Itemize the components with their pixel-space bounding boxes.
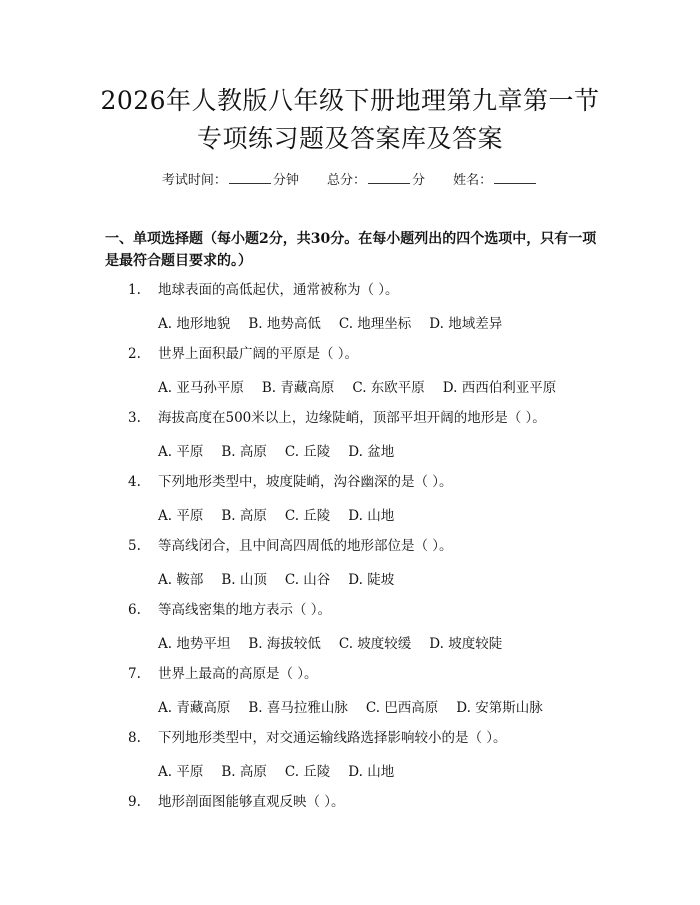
name-blank bbox=[494, 170, 536, 184]
answer-option: C. 丘陵 bbox=[284, 764, 331, 780]
answer-option: D. 山地 bbox=[348, 764, 395, 780]
answer-option: A. 亚马孙平原 bbox=[158, 380, 244, 396]
answer-option: C. 丘陵 bbox=[284, 508, 331, 524]
question-stem bbox=[128, 408, 628, 428]
answer-option: D. 陡坡 bbox=[348, 572, 395, 588]
question-stem bbox=[128, 664, 628, 684]
answer-option: D. 盆地 bbox=[348, 444, 395, 460]
time-blank bbox=[229, 170, 271, 184]
answer-options bbox=[158, 762, 628, 782]
question-item bbox=[128, 600, 628, 664]
question-number: 8. bbox=[128, 730, 141, 746]
answer-option: C. 巴西高原 bbox=[365, 700, 439, 716]
answer-options bbox=[158, 378, 628, 398]
answer-option: B. 山顶 bbox=[221, 572, 267, 588]
answer-option: C. 东欧平原 bbox=[352, 380, 425, 396]
question-text: 世界上最高的高原是（ ）。 bbox=[158, 666, 318, 682]
title-line-2: 专项练习题及答案库及答案 bbox=[196, 124, 503, 153]
question-item bbox=[128, 728, 628, 792]
answer-option: B. 高原 bbox=[221, 508, 267, 524]
answer-option: B. 地势高低 bbox=[248, 316, 321, 332]
question-number: 7. bbox=[128, 666, 141, 682]
answer-option: C. 坡度较缓 bbox=[338, 636, 412, 652]
answer-option: D. 地域差异 bbox=[429, 316, 503, 332]
time-unit: 分钟 bbox=[272, 173, 299, 188]
answer-options bbox=[158, 698, 628, 718]
question-text: 地形剖面图能够直观反映（ ）。 bbox=[158, 794, 345, 810]
question-item bbox=[128, 536, 628, 600]
question-item bbox=[128, 280, 628, 344]
score-label: 总分： bbox=[326, 173, 366, 188]
question-text: 海拔高度在500米以上，边缘陡峭，顶部平坦开阔的地形是（ ）。 bbox=[158, 410, 546, 426]
answer-option: B. 喜马拉雅山脉 bbox=[248, 700, 348, 716]
section-heading: 一、单项选择题（每小题2分，共30分。在每小题列出的四个选项中，只有一项是最符合题目要求的。） bbox=[105, 231, 597, 269]
answer-option: B. 高原 bbox=[221, 764, 267, 780]
answer-option: B. 海拔较低 bbox=[248, 636, 321, 652]
question-item bbox=[128, 792, 628, 856]
total-score-field bbox=[327, 170, 425, 190]
question-item bbox=[128, 664, 628, 728]
answer-option: A. 鞍部 bbox=[158, 572, 204, 588]
answer-option: C. 丘陵 bbox=[284, 444, 331, 460]
time-label: 考试时间： bbox=[161, 173, 227, 188]
question-item bbox=[128, 408, 628, 472]
answer-option: C. 山谷 bbox=[284, 572, 331, 588]
question-text: 下列地形类型中，坡度陡峭，沟谷幽深的是（ ）。 bbox=[158, 474, 453, 490]
answer-option: D. 坡度较陡 bbox=[429, 636, 503, 652]
answer-option: D. 安第斯山脉 bbox=[456, 700, 543, 716]
answer-option: A. 青藏高原 bbox=[158, 700, 231, 716]
question-item bbox=[128, 344, 628, 408]
answer-option: D. 西西伯利亚平原 bbox=[442, 380, 557, 396]
name-field bbox=[453, 170, 538, 190]
question-number: 9. bbox=[128, 794, 141, 810]
question-stem bbox=[128, 600, 628, 620]
question-list bbox=[128, 280, 628, 856]
answer-options bbox=[158, 506, 628, 526]
name-label: 姓名： bbox=[453, 173, 493, 188]
question-number: 6. bbox=[128, 602, 141, 618]
title-line-1: 2026年人教版八年级下册地理第九章第一节 bbox=[100, 86, 600, 115]
answer-option: C. 地理坐标 bbox=[338, 316, 412, 332]
answer-option: A. 地形地貌 bbox=[158, 316, 231, 332]
question-stem bbox=[128, 344, 628, 364]
question-number: 5. bbox=[128, 538, 141, 554]
question-item bbox=[128, 472, 628, 536]
question-stem bbox=[128, 792, 628, 812]
answer-option: A. 平原 bbox=[158, 508, 204, 524]
answer-option: A. 平原 bbox=[158, 444, 204, 460]
answer-options bbox=[158, 570, 628, 590]
answer-option: D. 山地 bbox=[348, 508, 395, 524]
answer-options bbox=[158, 634, 628, 654]
exam-meta bbox=[0, 170, 700, 190]
answer-option: B. 青藏高原 bbox=[261, 380, 335, 396]
question-number: 2. bbox=[128, 346, 141, 362]
document-title bbox=[0, 82, 700, 158]
question-stem bbox=[128, 280, 628, 300]
answer-option: B. 高原 bbox=[221, 444, 267, 460]
answer-option: A. 地势平坦 bbox=[158, 636, 231, 652]
question-number: 3. bbox=[128, 410, 141, 426]
question-stem bbox=[128, 536, 628, 556]
answer-options bbox=[158, 314, 628, 334]
question-stem bbox=[128, 728, 628, 748]
question-text: 世界上面积最广阔的平原是（ ）。 bbox=[158, 346, 359, 362]
exam-time-field bbox=[162, 170, 299, 190]
question-number: 1. bbox=[128, 282, 141, 298]
question-text: 地球表面的高低起伏，通常被称为（ ）。 bbox=[158, 282, 399, 298]
answer-option: A. 平原 bbox=[158, 764, 204, 780]
question-number: 4. bbox=[128, 474, 141, 490]
score-blank bbox=[368, 170, 410, 184]
score-unit: 分 bbox=[412, 173, 426, 188]
answer-options bbox=[158, 442, 628, 462]
question-stem bbox=[128, 472, 628, 492]
question-text: 下列地形类型中，对交通运输线路选择影响较小的是（ ）。 bbox=[158, 730, 507, 746]
question-text: 等高线闭合，且中间高四周低的地形部位是（ ）。 bbox=[158, 538, 453, 554]
question-text: 等高线密集的地方表示（ ）。 bbox=[158, 602, 332, 618]
